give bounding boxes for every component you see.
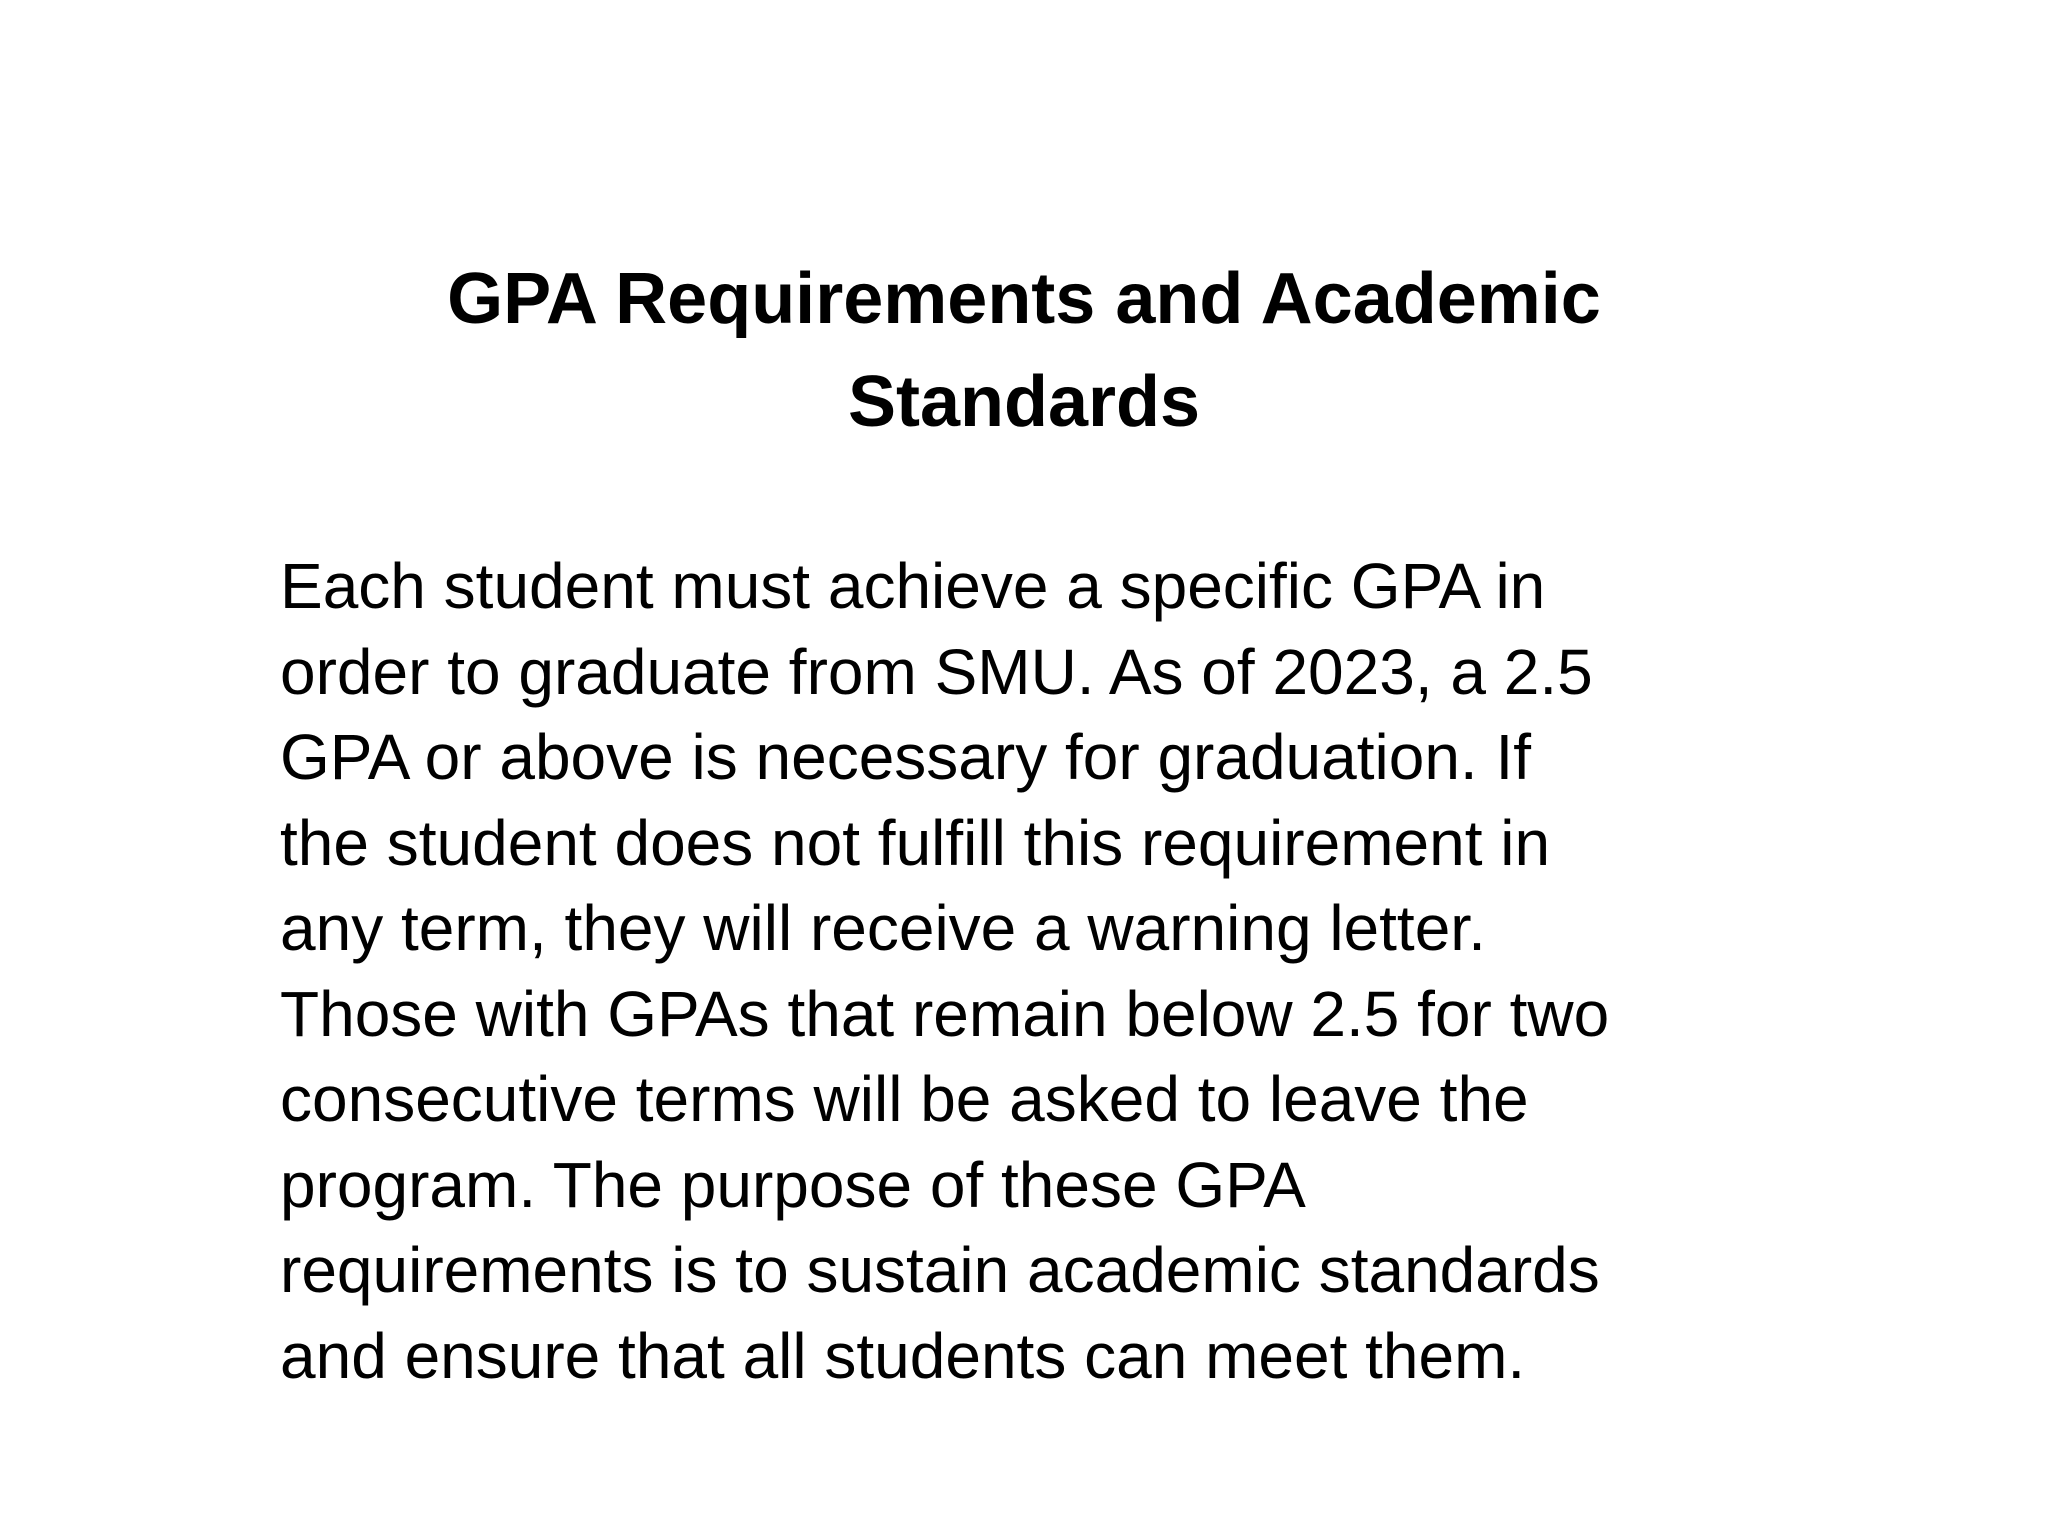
body-line: order to graduate from SMU. As of 2023, a 2.5 <box>280 635 1593 708</box>
slide-title-line-2: Standards <box>847 362 1201 442</box>
body-line: consecutive terms will be asked to leave the <box>280 1063 1529 1135</box>
body-line: Each student must achieve a specific GPA in <box>280 550 1546 622</box>
body-line: Those with GPAs that remain below 2.5 for two <box>280 977 1610 1050</box>
body-line: GPA or above is necessary for graduation. If <box>280 721 1532 793</box>
body-line: requirements is to sustain academic standards <box>280 1234 1600 1306</box>
slide-body-text <box>280 544 1820 1399</box>
slide-title <box>340 248 1708 454</box>
body-line: program. The purpose of these GPA <box>280 1148 1306 1221</box>
body-line: any term, they will receive a warning letter. <box>280 892 1486 964</box>
body-line: and ensure that all students can meet them. <box>280 1319 1526 1392</box>
slide-title-line-1: GPA Requirements and Academic <box>447 259 1601 339</box>
body-line: the student does not fulfill this requirement in <box>280 806 1551 879</box>
